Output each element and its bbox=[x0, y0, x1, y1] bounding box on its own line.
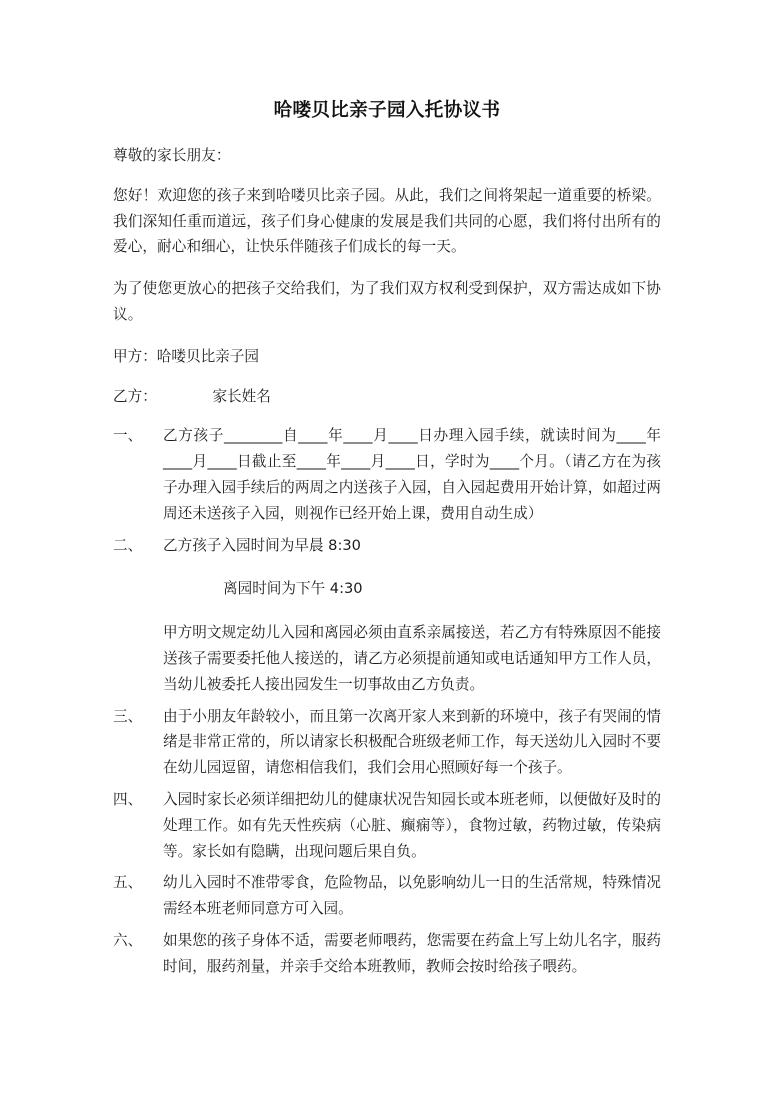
clause-paragraph: 乙方孩子________自____年____月____日办理入园手续，就读时间为____年____月____日截止至____年____月____日，学时为____个月。（请乙方在为孩子办理入园手续后的两周之内送孩子入园，自入园起费用开始计算，如超过两周还未送孩子入园，则视作已经开始上课，费用自动生成） bbox=[163, 427, 661, 522]
party-b-line: 乙方： 家长姓名 bbox=[113, 387, 271, 405]
clause-item-1 bbox=[113, 423, 661, 526]
clause-number: 四、 bbox=[113, 790, 143, 808]
page-title: 哈喽贝比亲子园入托协议书 bbox=[273, 100, 501, 121]
party-a-line: 甲方：哈喽贝比亲子园 bbox=[113, 347, 259, 365]
clause-item-5 bbox=[113, 870, 661, 922]
intro-paragraph-2: 为了使您更放心的把孩子交给我们，为了我们双方权利受到保护，双方需达成如下协议。 bbox=[113, 280, 661, 323]
salutation: 尊敬的家长朋友： bbox=[113, 147, 231, 164]
clause-number: 五、 bbox=[113, 874, 143, 892]
clause-item-4 bbox=[113, 787, 661, 864]
clause-text bbox=[163, 704, 661, 781]
clause-paragraph: 由于小朋友年龄较小，而且第一次离开家人来到新的环境中，孩子有哭闹的情绪是非常正常的，所以请家长积极配合班级老师工作，每天送幼儿入园时不要在幼儿园逗留，请您相信我们，我们会用心照顾好每一个孩子。 bbox=[163, 707, 661, 777]
clause-text bbox=[163, 928, 661, 980]
intro-paragraph-1: 您好！欢迎您的孩子来到哈喽贝比亲子园。从此，我们之间将架起一道重要的桥梁。我们深知任重而道远，孩子们身心健康的发展是我们共同的心愿，我们将付出所有的爱心，耐心和细心，让快乐伴随孩子们成长的每一天。 bbox=[113, 186, 661, 256]
clause-paragraph: 入园时家长必须详细把幼儿的健康状况告知园长或本班老师，以便做好及时的处理工作。如有先天性疾病（心脏、癫痫等），食物过敏，药物过敏，传染病等。家长如有隐瞒，出现问题后果自负。 bbox=[163, 790, 661, 860]
clause-item-3 bbox=[113, 704, 661, 781]
clause-number: 三、 bbox=[113, 707, 143, 725]
clause-text bbox=[163, 870, 661, 922]
clause-paragraph: 如果您的孩子身体不适，需要老师喂药，您需要在药盒上写上幼儿名字，服药时间，服药剂量，并亲手交给本班教师，教师会按时给孩子喂药。 bbox=[163, 931, 661, 975]
clause-paragraph-pickup-rules: 甲方明文规定幼儿入园和离园必须由直系亲属接送，若乙方有特殊原因不能接送孩子需要委托他人接送的，请乙方必须提前通知或电话通知甲方工作人员，当幼儿被委托人接出园发生一切事故由乙方负责。 bbox=[163, 624, 661, 693]
document-body bbox=[113, 143, 661, 986]
clause-text bbox=[163, 533, 661, 698]
clause-number: 六、 bbox=[113, 931, 143, 949]
clause-paragraph: 幼儿入园时不准带零食，危险物品，以免影响幼儿一日的生活常规，特殊情况需经本班老师同意方可入园。 bbox=[163, 874, 661, 918]
clause-paragraph-arrival-time: 乙方孩子入园时间为早晨 8:30 bbox=[163, 536, 361, 554]
clause-number: 一、 bbox=[113, 427, 143, 445]
clause-number: 二、 bbox=[113, 536, 143, 554]
clause-paragraph-departure-time: 离园时间为下午 4:30 bbox=[223, 580, 363, 598]
clause-item-2 bbox=[113, 533, 661, 698]
clause-text bbox=[163, 787, 661, 864]
clause-text bbox=[163, 423, 661, 526]
clause-item-6 bbox=[113, 928, 661, 980]
